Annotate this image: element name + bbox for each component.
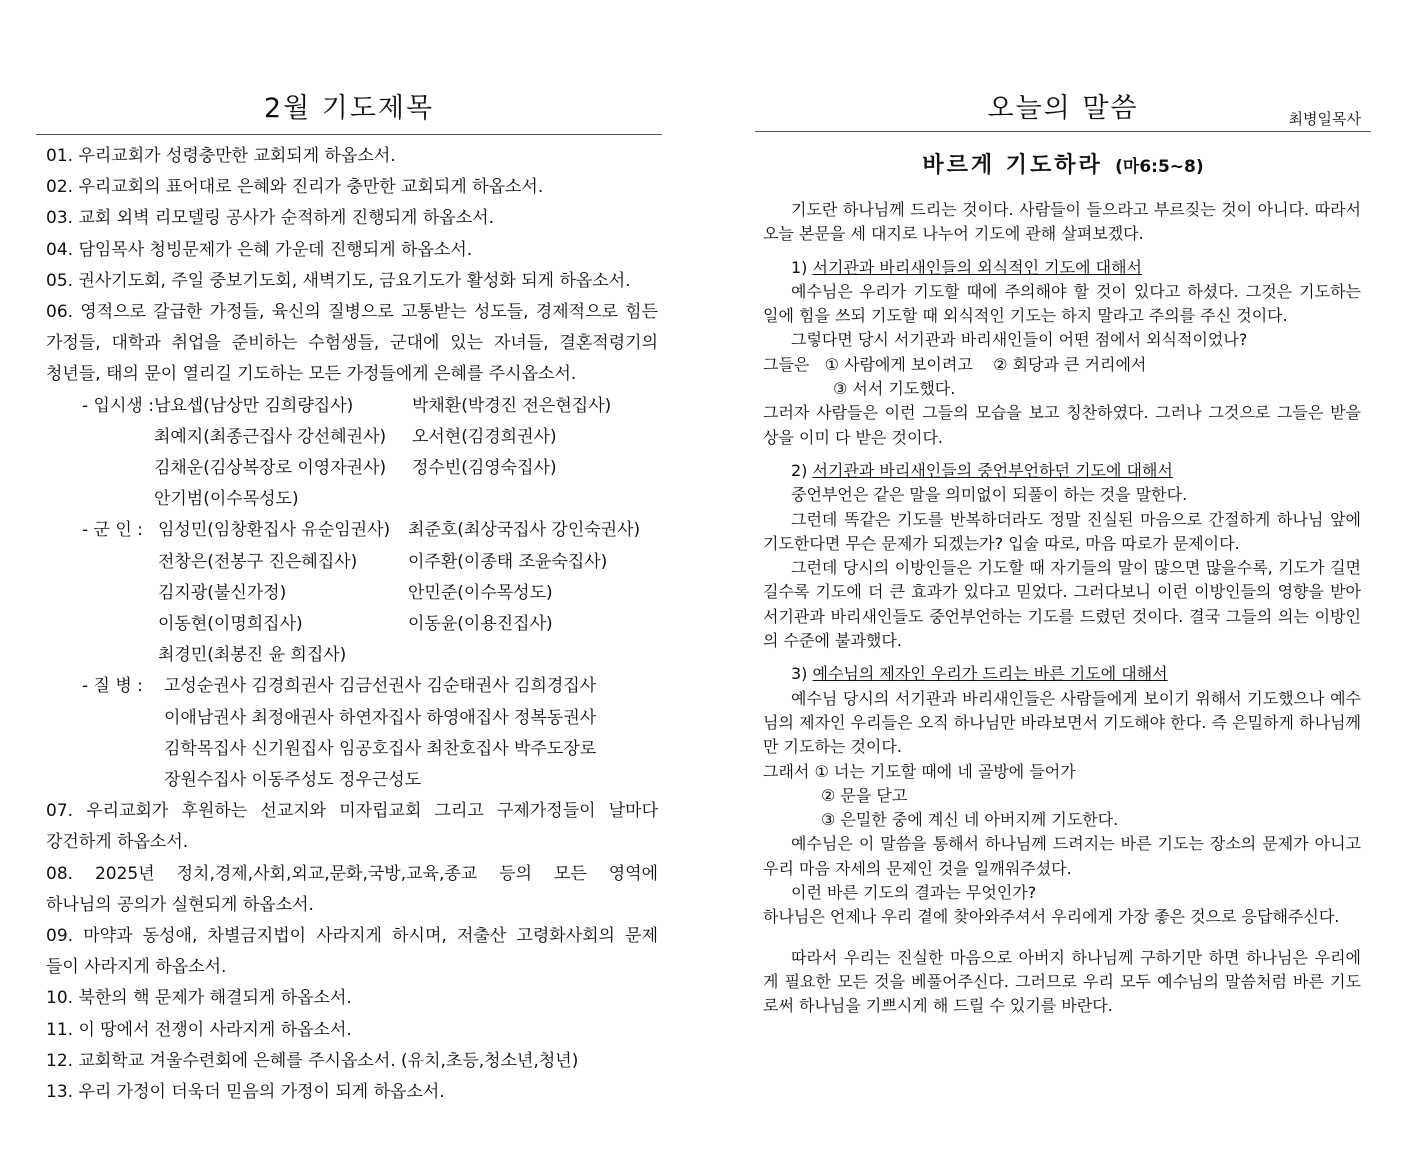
section-heading-text: 예수님의 제자인 우리가 드리는 바른 기도에 대해서: [812, 664, 1168, 684]
prayer-item-continued: 하나님의 공의가 실현되게 하옵소서.: [46, 894, 314, 915]
section-heading: [763, 256, 1361, 280]
paragraph: 그래서 ① 너는 기도할 때에 네 골방에 들어가: [763, 761, 1076, 781]
sermon-author: 최병일목사: [1288, 110, 1361, 128]
name-line: 김학목집사 신기원집사 임공호집사 최찬호집사 박주도장로: [164, 738, 597, 759]
name-entry: 이주환(이종태 조윤숙집사): [408, 551, 608, 572]
sermon-title: [755, 148, 1371, 179]
prayer-topics-title: 2월 기도제목: [263, 93, 435, 124]
illness-group: [46, 671, 658, 796]
prayer-item-continued: 들이 사라지게 하옵소서.: [46, 957, 227, 978]
section-heading-text: 서기관과 바리새인들의 외식적인 기도에 대해서: [812, 257, 1142, 277]
prayer-item: 03. 교회 외벽 리모델링 공사가 순적하게 진행되게 하옵소서.: [46, 208, 494, 229]
name-line: 이애남권사 최정애권사 하연자집사 하영애집사 정복동권사: [164, 707, 597, 728]
name-entry: 오서현(김경희권사): [411, 426, 557, 447]
section-number: 2): [791, 460, 808, 480]
prayer-list: [46, 141, 658, 1108]
section-heading: [763, 459, 1361, 483]
title-divider: [755, 131, 1371, 132]
prayer-item: 11. 이 땅에서 전쟁이 사라지게 하옵소서.: [46, 1019, 352, 1040]
name-entry: 임성민(임창환집사 유순임권사): [158, 520, 391, 541]
conclusion-paragraph: 따라서 우리는 진실한 마음으로 아버지 하나님께 구하기만 하면 하나님은 우리에게 필요한 모든 것을 베풀어주신다. 그러므로 우리 모두 예수님의 말씀처럼 바른 기도로써 하나님을 기쁘시게 해 드릴 수 있기를 바란다.: [763, 947, 1361, 1016]
name-entry: 김채운(김상복장로 이영자권사): [153, 458, 387, 479]
paragraph: 중언부언은 같은 말을 의미없이 되풀이 하는 것을 말한다.: [791, 485, 1188, 505]
paragraph: ③ 은밀한 중에 계신 네 아버지께 기도한다.: [821, 810, 1119, 830]
name-entry: 전창은(전봉구 진은혜집사): [158, 551, 358, 572]
name-entry: 최경민(최봉진 윤 희집사): [158, 645, 347, 666]
paragraph: 그러자 사람들은 이런 그들의 모습을 보고 칭찬하였다. 그러나 그것으로 그들은 받을 상을 이미 다 받은 것이다.: [763, 403, 1361, 447]
title-divider: [36, 134, 662, 135]
sermon-body: [763, 198, 1361, 1019]
sermon-section-title: 오늘의 말씀: [987, 93, 1139, 124]
name-entry: 김지광(불신가정): [158, 582, 287, 603]
prayer-item: 12. 교회학교 겨울수련회에 은혜를 주시옵소서. (유치,초등,청소년,청년): [46, 1050, 579, 1071]
group-label: - 군 인 :: [82, 520, 143, 541]
paragraph: 그들은 ① 사람에게 보이려고 ② 회당과 큰 거리에서: [763, 354, 1147, 374]
military-group: [46, 515, 658, 671]
paragraph: 예수님 당시의 서기관과 바리새인들은 사람들에게 보이기 위해서 기도했으나 예수님의 제자인 우리들은 오직 하나님만 바라보면서 기도해야 한다. 즉 은밀하게 하나님께만 기도하는 것이다.: [763, 688, 1361, 757]
paragraph: 하나님은 언제나 우리 곁에 찾아와주셔서 우리에게 가장 좋은 것으로 응답해주신다.: [763, 907, 1340, 927]
name-line: 장원수집사 이동주성도 정우근성도: [164, 770, 422, 791]
section-heading-text: 서기관과 바리새인들의 중언부언하던 기도에 대해서: [812, 460, 1173, 480]
prayer-item: 09. 마약과 동성애, 차별금지법이 사라지게 하시며, 저출산 고령화사회의 문제: [46, 926, 658, 947]
name-entry: 이동현(이명희집사): [158, 614, 303, 635]
group-label: - 질 병 :: [82, 676, 143, 697]
name-entry: 안기범(이수목성도): [153, 489, 299, 510]
group-label: - 입시생 :: [82, 395, 154, 416]
section-heading: [763, 662, 1361, 686]
name-entry: 남요셉(남상만 김희량집사): [153, 395, 354, 416]
section-number: 3): [791, 664, 808, 684]
name-entry: 정수빈(김영숙집사): [411, 458, 557, 479]
prayer-item: 08. 2025년 정치,경제,사회,외교,문화,국방,교육,종교 등의 모든 영역에: [46, 863, 658, 884]
exam-students-group: [46, 391, 658, 516]
prayer-item: 13. 우리 가정이 더욱더 믿음의 가정이 되게 하옵소서.: [46, 1082, 445, 1103]
prayer-item: 07. 우리교회가 후원하는 선교지와 미자립교회 그리고 구제가정들이 날마다: [46, 801, 658, 822]
prayer-item: 06. 영적으로 갈급한 가정들, 육신의 질병으로 고통받는 성도들, 경제적으로 힘든: [46, 302, 658, 323]
prayer-item: 10. 북한의 핵 문제가 해결되게 하옵소서.: [46, 988, 352, 1009]
name-line: 고성순권사 김경희권사 김금선권사 김순태권사 김희경집사: [164, 676, 597, 697]
sermon-title-text: 바르게 기도하라: [922, 153, 1103, 178]
name-entry: 박채환(박경진 전은현집사): [411, 395, 612, 416]
name-entry: 최예지(최종근집사 강선혜권사): [153, 426, 387, 447]
prayer-item-continued: 청년들, 태의 문이 열리길 기도하는 모든 가정들에게 은혜를 주시옵소서.: [46, 364, 577, 385]
prayer-item: 01. 우리교회가 성령충만한 교회되게 하옵소서.: [46, 146, 396, 166]
prayer-item: 02. 우리교회의 표어대로 은혜와 진리가 충만한 교회되게 하옵소서.: [46, 177, 544, 198]
paragraph: 기도란 하나님께 드리는 것이다. 사람들이 들으라고 부르짖는 것이 아니다. 따라서 오늘 본문을 세 대지로 나누어 기도에 관해 살펴보겠다.: [763, 200, 1361, 244]
name-entry: 최준호(최상국집사 강인숙권사): [408, 520, 641, 541]
paragraph: ③ 서서 기도했다.: [833, 379, 956, 399]
prayer-item: 05. 권사기도회, 주일 중보기도회, 새벽기도, 금요기도가 활성화 되게 하옵소서.: [46, 270, 631, 291]
paragraph: 예수님은 이 말씀을 통해서 하나님께 드려지는 바른 기도는 장소의 문제가 아니고 우리 마음 자세의 문제인 것을 일깨워주셨다.: [763, 834, 1361, 878]
paragraph: 예수님은 우리가 기도할 때에 주의해야 할 것이 있다고 하셨다. 그것은 기도하는 일에 힘을 쓰되 기도할 때 외식적인 기도는 하지 말라고 주의를 주신 것이다.: [763, 281, 1361, 326]
prayer-item-continued: 강건하게 하옵소서.: [46, 832, 189, 853]
paragraph: 그렇다면 당시 서기관과 바리새인들이 어떤 점에서 외식적이었나?: [791, 330, 1248, 350]
name-entry: 이동윤(이용진집사): [408, 614, 553, 635]
prayer-item-continued: 가정들, 대학과 취업을 준비하는 수험생들, 군대에 있는 자녀들, 결혼적령기의: [46, 333, 658, 354]
scripture-reference: (마6:5~8): [1115, 157, 1204, 177]
section-number: 1): [791, 257, 808, 277]
paragraph: 그런데 똑같은 기도를 반복하더라도 정말 진실된 마음으로 간절하게 하나님 앞에 기도한다면 무슨 문제가 되겠는가? 입술 따로, 마음 따로가 문제이다.: [763, 509, 1361, 553]
name-entry: 안민준(이수목성도): [408, 582, 553, 603]
prayer-item: 04. 담임목사 청빙문제가 은혜 가운데 진행되게 하옵소서.: [46, 239, 473, 260]
paragraph: 그런데 당시의 이방인들은 기도할 때 자기들의 말이 많으면 많을수록, 기도가 길면 길수록 기도에 더 큰 효과가 있다고 믿었다. 그러다보니 이런 이방인들의 영향을 받아 서기관과 바리새인들도 중언부언하는 기도를 드렸던 것이다. 결국 그들의 의는 이방인의 수준에 불과했다.: [763, 558, 1361, 651]
paragraph: 이런 바른 기도의 결과는 무엇인가?: [791, 883, 1037, 903]
paragraph: ② 문을 닫고: [821, 785, 908, 805]
